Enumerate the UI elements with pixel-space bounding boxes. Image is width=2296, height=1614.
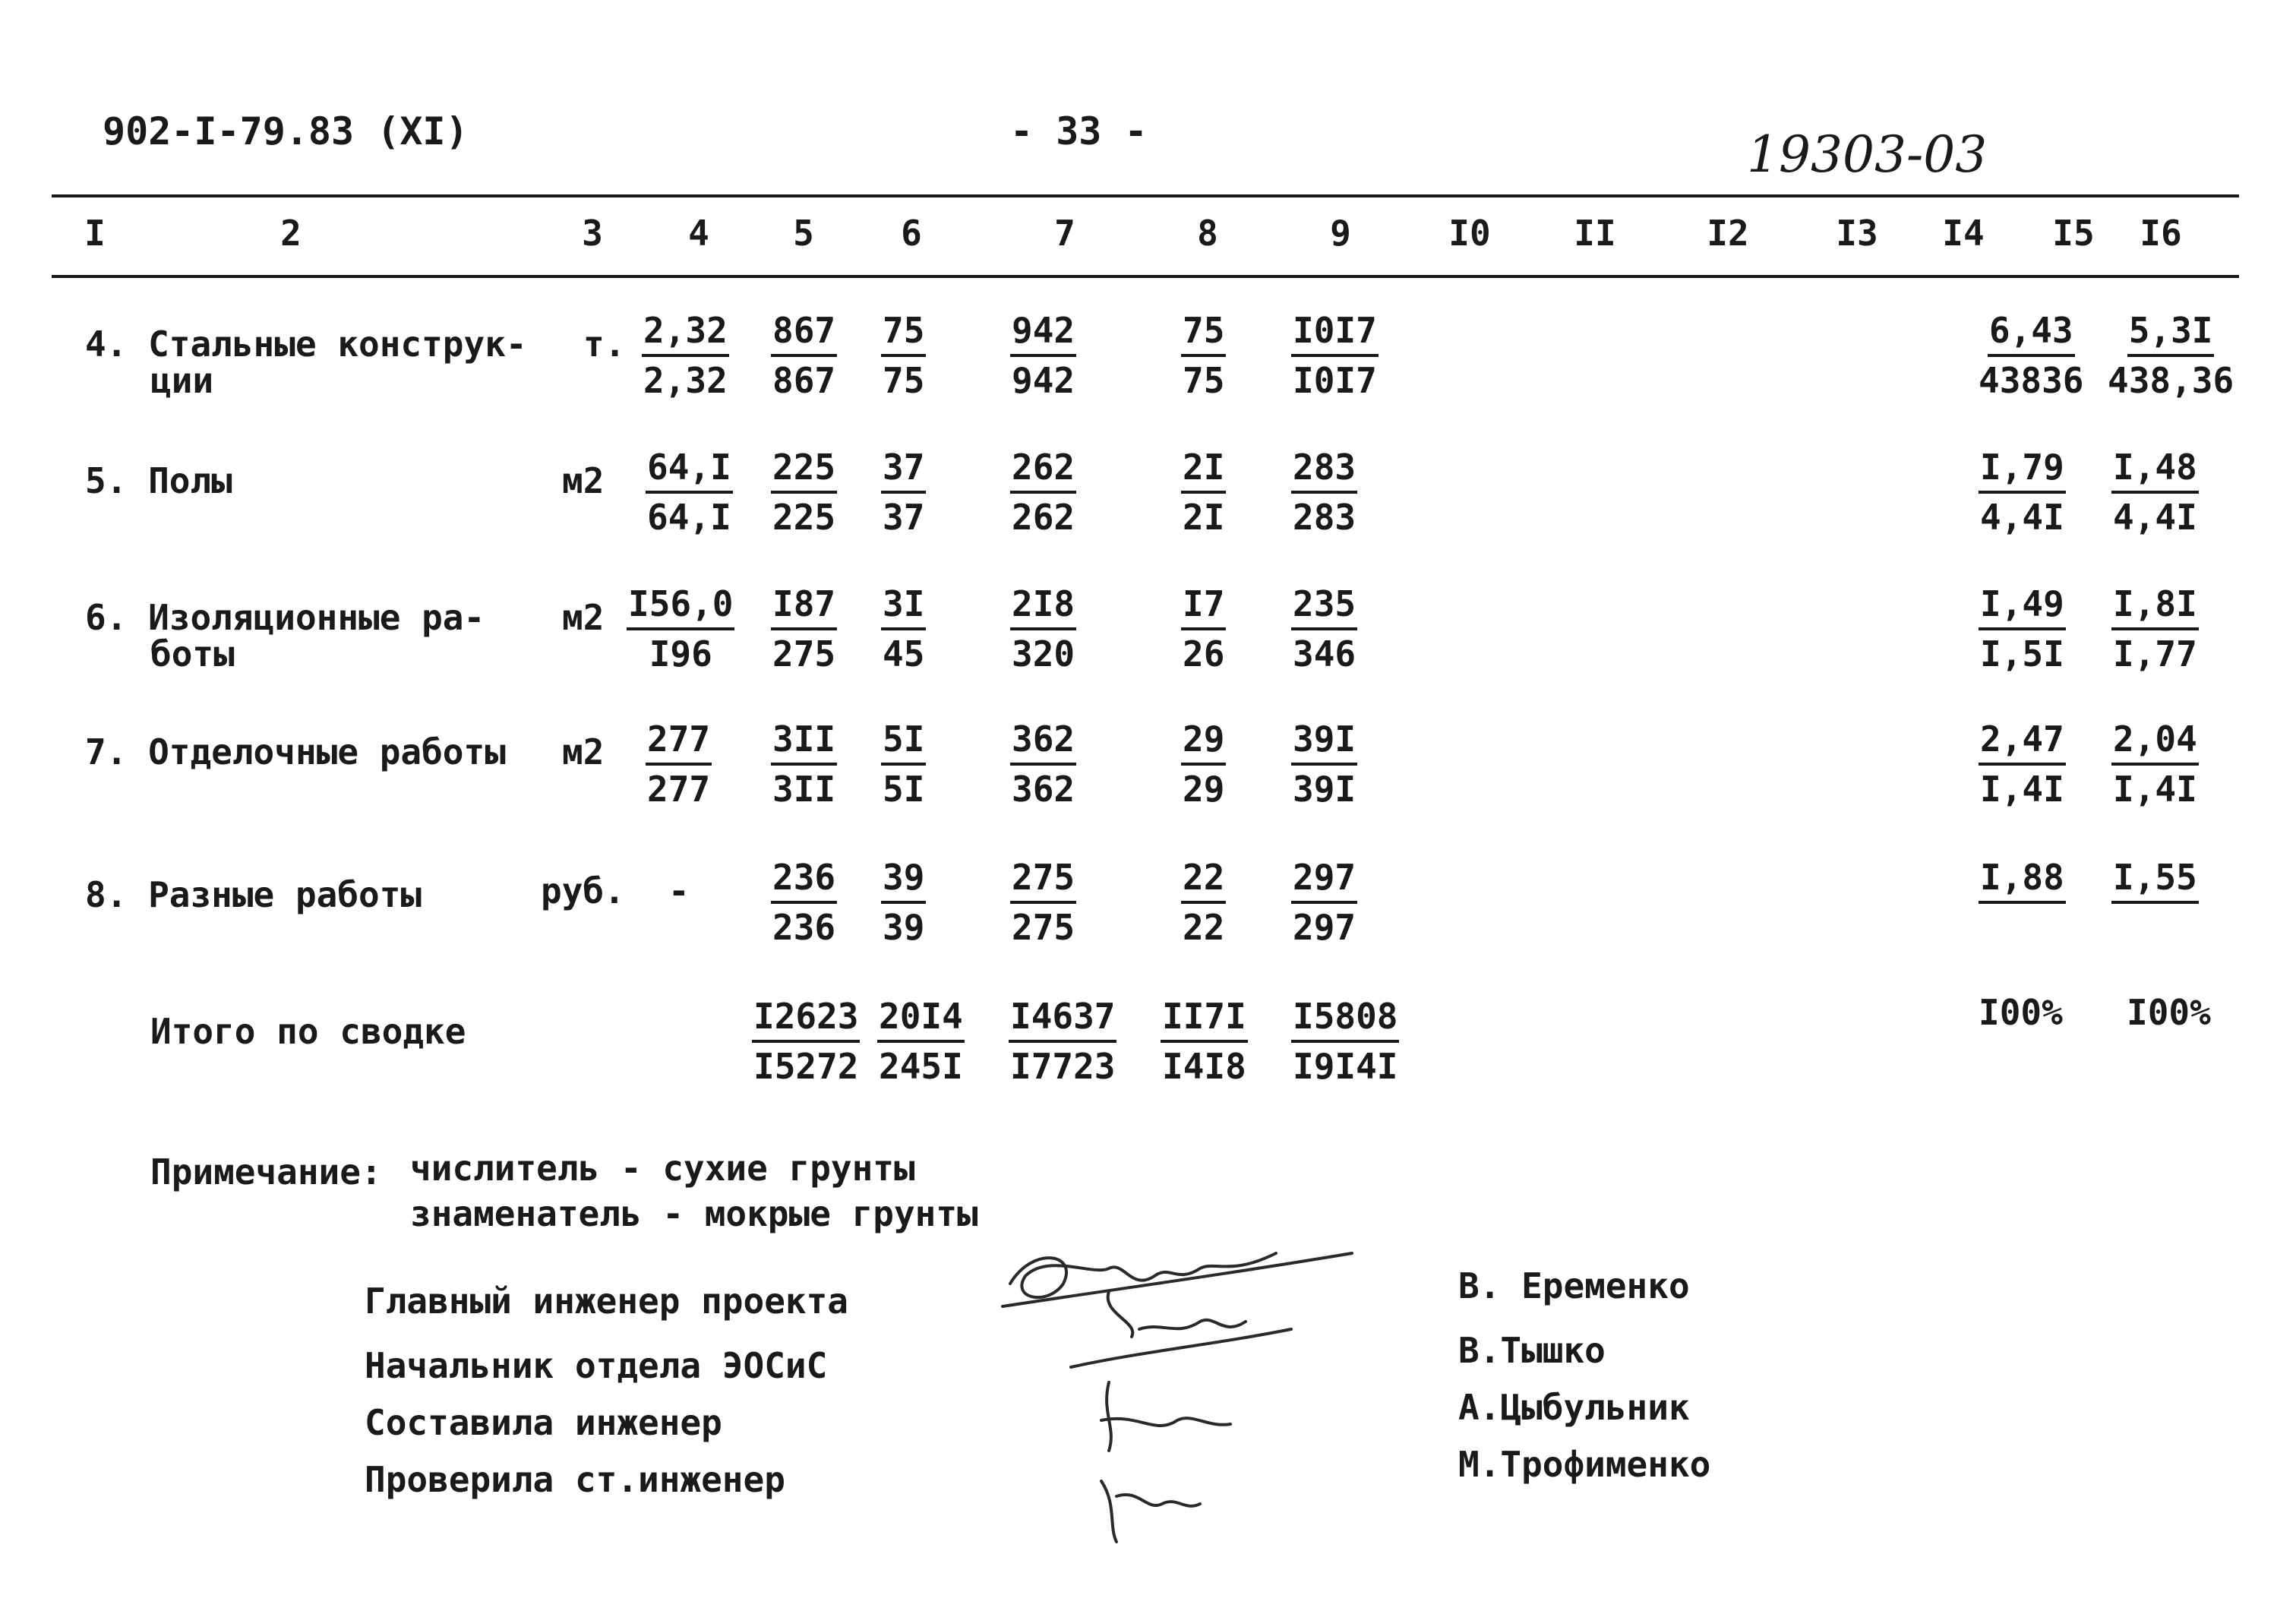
fraction-cell: $\frac{5,3I}{438,36}$ bbox=[2108, 310, 2234, 401]
fraction-cell: $\frac{I56,0}{I96}$ bbox=[628, 583, 734, 674]
fraction-cell: $\frac{2,32}{2,32}$ bbox=[643, 310, 728, 401]
fraction-cell: I,55 bbox=[2111, 860, 2199, 910]
fraction-cell: $\frac{2I}{2I}$ bbox=[1183, 447, 1225, 538]
fraction-cell: $\frac{262}{262}$ bbox=[1012, 447, 1075, 538]
column-number: 9 bbox=[1330, 213, 1351, 254]
row-unit: м2 bbox=[562, 597, 605, 638]
column-number: 5 bbox=[793, 213, 814, 254]
fraction-cell: $\frac{283}{283}$ bbox=[1293, 447, 1356, 538]
fraction-cell: $\frac{3I}{45}$ bbox=[883, 583, 925, 674]
row-label: 8. Разные работы bbox=[85, 874, 422, 915]
fraction-cell: $\frac{867}{867}$ bbox=[772, 310, 836, 401]
row-label: 5. Полы bbox=[85, 460, 232, 501]
row-label: 7. Отделочные работы bbox=[85, 731, 506, 772]
column-number: II bbox=[1574, 213, 1616, 254]
fraction-cell: $\frac{29}{29}$ bbox=[1183, 719, 1225, 810]
fraction-cell: $\frac{I,48}{4,4I}$ bbox=[2113, 447, 2197, 538]
document-code: 902-I-79.83 (XI) bbox=[103, 109, 469, 153]
fraction-cell: $\frac{2,47}{I,4I}$ bbox=[1980, 719, 2064, 810]
fraction-cell: $\frac{942}{942}$ bbox=[1012, 310, 1075, 401]
fraction-cell: $\frac{I2623}{I5272}$ bbox=[753, 996, 859, 1087]
row-unit: руб. bbox=[541, 870, 625, 911]
fraction-cell: $\frac{75}{75}$ bbox=[883, 310, 925, 401]
column-number: I4 bbox=[1942, 213, 1985, 254]
signature-role: Главный инженер проекта bbox=[365, 1281, 848, 1322]
signature-role: Начальник отдела ЭОСиС bbox=[365, 1345, 828, 1386]
column-number: I0 bbox=[1448, 213, 1491, 254]
row-label-continuation: ции bbox=[150, 360, 214, 401]
row-label-continuation: боты bbox=[150, 633, 235, 674]
fraction-cell: $\frac{277}{277}$ bbox=[647, 719, 711, 810]
fraction-cell: $\frac{I,49}{I,5I}$ bbox=[1980, 583, 2064, 674]
fraction-cell: $\frac{39I}{39I}$ bbox=[1293, 719, 1356, 810]
column-number: I3 bbox=[1836, 213, 1878, 254]
total-percent: I00% bbox=[1979, 992, 2063, 1033]
column-number: I2 bbox=[1707, 213, 1749, 254]
total-percent: I00% bbox=[2127, 992, 2211, 1033]
fraction-cell: $\frac{I4637}{I7723}$ bbox=[1010, 996, 1116, 1087]
fraction-cell: $\frac{I5808}{I9I4I}$ bbox=[1293, 996, 1398, 1087]
fraction-cell: $\frac{236}{236}$ bbox=[772, 857, 836, 948]
fraction-cell: $\frac{II7I}{I4I8}$ bbox=[1162, 996, 1246, 1087]
note-line: числитель - сухие грунты bbox=[410, 1148, 915, 1189]
signatory-name: В.Тышко bbox=[1458, 1330, 1606, 1371]
note-line: знаменатель - мокрые грунты bbox=[410, 1193, 978, 1234]
fraction-cell: $\frac{I,79}{4,4I}$ bbox=[1980, 447, 2064, 538]
fraction-cell: $\frac{75}{75}$ bbox=[1183, 310, 1225, 401]
fraction-cell: $\frac{I,8I}{I,77}$ bbox=[2113, 583, 2197, 674]
fraction-cell: $\frac{I7}{26}$ bbox=[1183, 583, 1225, 674]
signature-role: Проверила ст.инженер bbox=[365, 1459, 785, 1500]
row-label: 4. Стальные конструк- bbox=[85, 324, 527, 365]
empty-cell-dash: - bbox=[668, 870, 690, 911]
column-number: I5 bbox=[2052, 213, 2095, 254]
total-label: Итого по сводке bbox=[150, 1011, 466, 1052]
fraction-cell: $\frac{225}{225}$ bbox=[772, 447, 836, 538]
top-rule bbox=[52, 194, 2239, 197]
fraction-cell: $\frac{22}{22}$ bbox=[1183, 857, 1225, 948]
column-number: 8 bbox=[1197, 213, 1218, 254]
fraction-cell: $\frac{6,43}{43836}$ bbox=[1979, 310, 2084, 401]
note-title: Примечание: bbox=[150, 1151, 382, 1192]
column-number: I6 bbox=[2140, 213, 2182, 254]
fraction-cell: $\frac{275}{275}$ bbox=[1012, 857, 1075, 948]
row-label: 6. Изоляционные ра- bbox=[85, 597, 485, 638]
fraction-cell: $\frac{64,I}{64,I}$ bbox=[647, 447, 731, 538]
signatory-name: В. Еременко bbox=[1458, 1265, 1690, 1306]
column-number: 3 bbox=[582, 213, 603, 254]
handwritten-number: 19303-03 bbox=[1747, 125, 1988, 184]
fraction-cell: $\frac{20I4}{245I}$ bbox=[879, 996, 963, 1087]
signature-role: Составила инженер bbox=[365, 1402, 722, 1443]
signatory-name: М.Трофименко bbox=[1458, 1444, 1711, 1485]
column-number: 4 bbox=[688, 213, 709, 254]
handwritten-signatures bbox=[987, 1230, 1382, 1549]
column-number: 6 bbox=[901, 213, 922, 254]
fraction-cell: $\frac{235}{346}$ bbox=[1293, 583, 1356, 674]
fraction-cell: $\frac{362}{362}$ bbox=[1012, 719, 1075, 810]
column-number: 2 bbox=[280, 213, 302, 254]
fraction-cell: $\frac{2,04}{I,4I}$ bbox=[2113, 719, 2197, 810]
header-bottom-rule bbox=[52, 275, 2239, 278]
row-unit: м2 bbox=[562, 460, 605, 501]
fraction-cell: $\frac{297}{297}$ bbox=[1293, 857, 1356, 948]
signatory-name: А.Цыбульник bbox=[1458, 1387, 1690, 1428]
row-unit: т. bbox=[583, 324, 626, 365]
column-number: 7 bbox=[1054, 213, 1075, 254]
fraction-cell: $\frac{2I8}{320}$ bbox=[1012, 583, 1075, 674]
page-number: - 33 - bbox=[1010, 109, 1148, 153]
fraction-cell: $\frac{I87}{275}$ bbox=[772, 583, 836, 674]
fraction-cell: $\frac{39}{39}$ bbox=[883, 857, 925, 948]
column-number: I bbox=[84, 213, 106, 254]
fraction-cell: $\frac{I0I7}{I0I7}$ bbox=[1293, 310, 1377, 401]
fraction-cell: $\frac{3II}{3II}$ bbox=[772, 719, 836, 810]
fraction-cell: $\frac{37}{37}$ bbox=[883, 447, 925, 538]
row-unit: м2 bbox=[562, 731, 605, 772]
fraction-cell: I,88 bbox=[1979, 860, 2066, 910]
fraction-cell: $\frac{5I}{5I}$ bbox=[883, 719, 925, 810]
